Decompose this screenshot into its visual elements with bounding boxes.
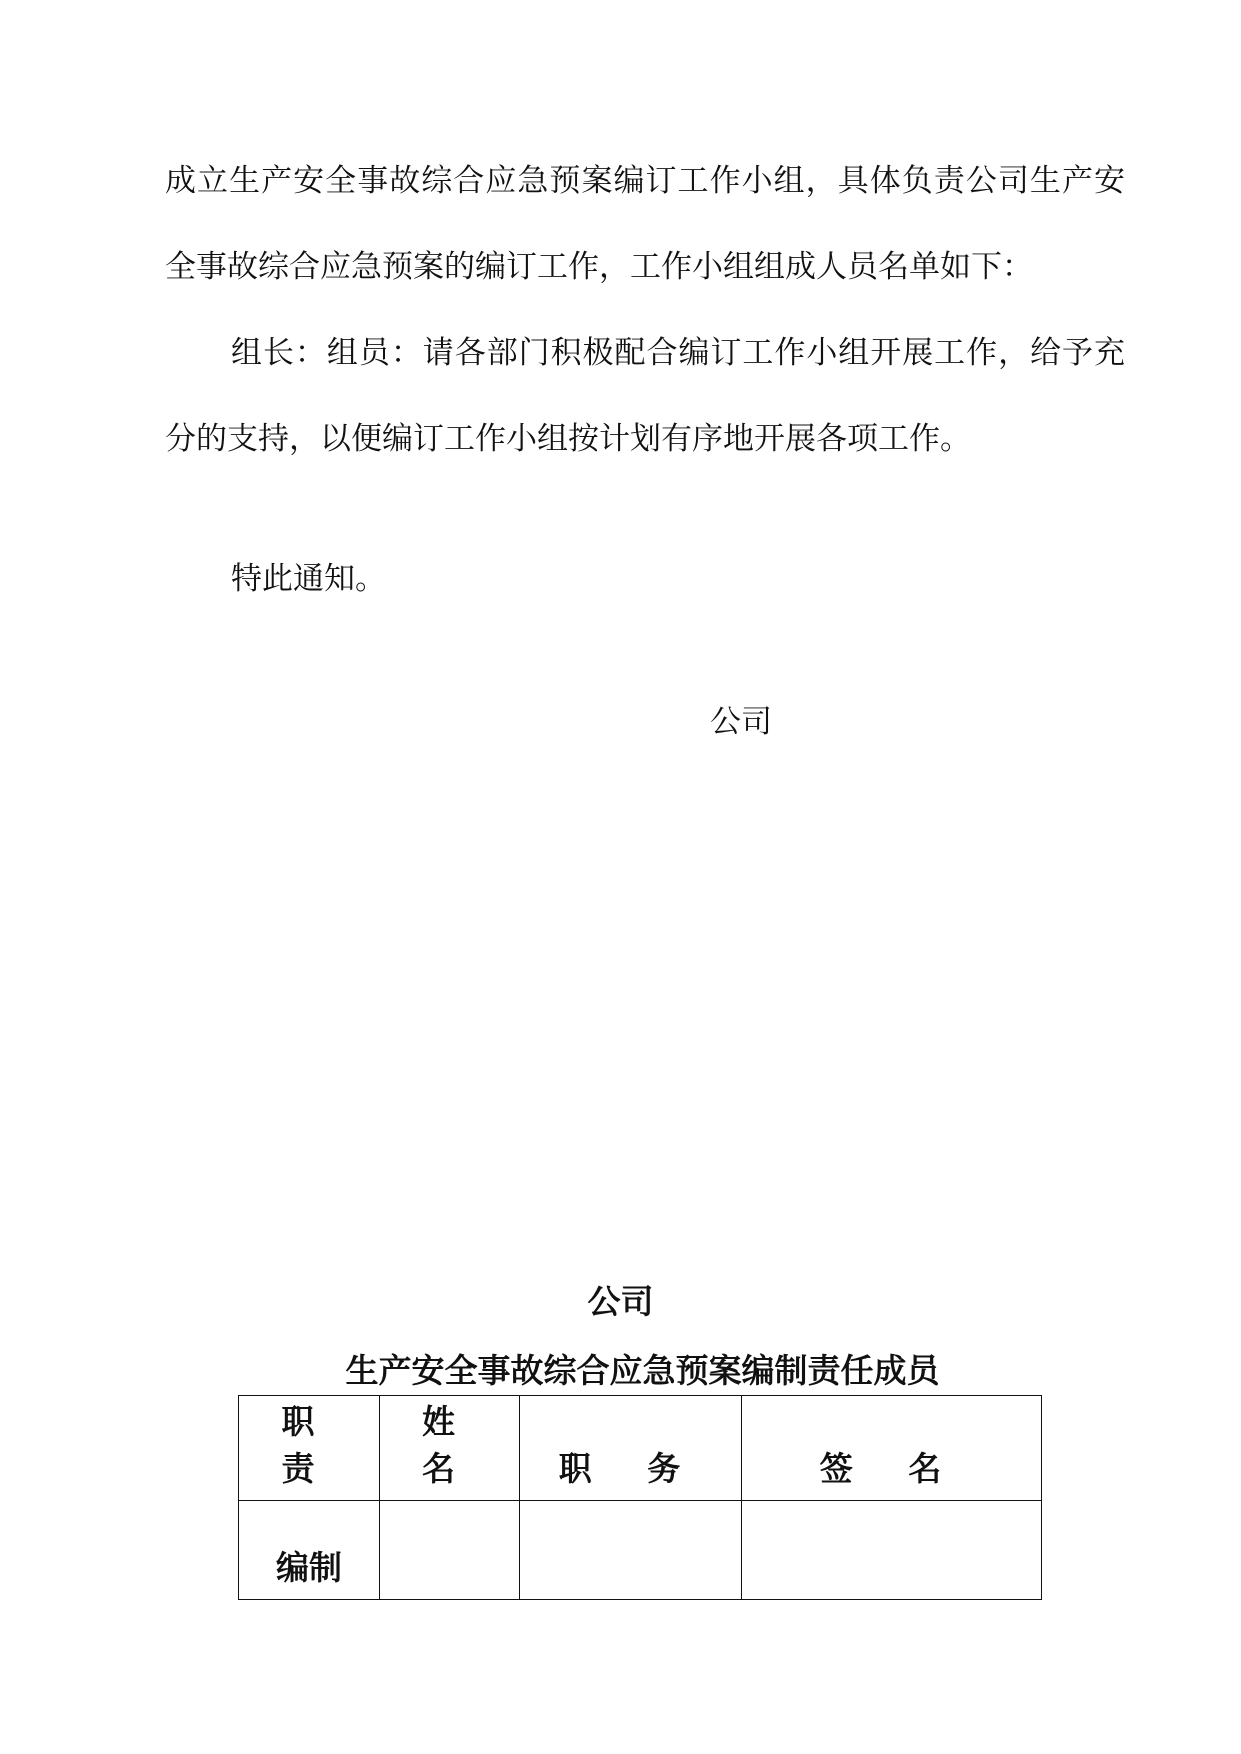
cell-signature bbox=[742, 1501, 1042, 1600]
table-row bbox=[239, 1501, 1042, 1600]
header-position: 职 务 bbox=[520, 1396, 742, 1501]
cell-name bbox=[380, 1501, 520, 1600]
signature-company: 公司 bbox=[710, 704, 772, 740]
company-heading: 公司 bbox=[587, 1282, 654, 1321]
header-duty: 职 责 bbox=[239, 1396, 380, 1501]
header-name: 姓 名 bbox=[380, 1396, 520, 1501]
body-paragraph-1: 成立生产安全事故综合应急预案编订工作小组，具体负责公司生产安全事故综合应急预案的编订工作，工作小组组成人员名单如下： bbox=[165, 163, 1125, 285]
cell-position bbox=[520, 1501, 742, 1600]
roster-title: 生产安全事故综合应急预案编制责任成员 bbox=[345, 1351, 940, 1390]
body-paragraph-2: 组长：组员：请各部门积极配合编订工作小组开展工作，给予充分的支持，以便编订工作小组按计划有序地开展各项工作。 bbox=[165, 335, 1125, 457]
notice-closing: 特此通知。 bbox=[231, 561, 386, 597]
roster-header-row bbox=[239, 1396, 1042, 1501]
roster-table bbox=[238, 1395, 1042, 1600]
cell-duty: 编制 bbox=[239, 1501, 380, 1600]
header-signature: 签 名 bbox=[742, 1396, 1042, 1501]
